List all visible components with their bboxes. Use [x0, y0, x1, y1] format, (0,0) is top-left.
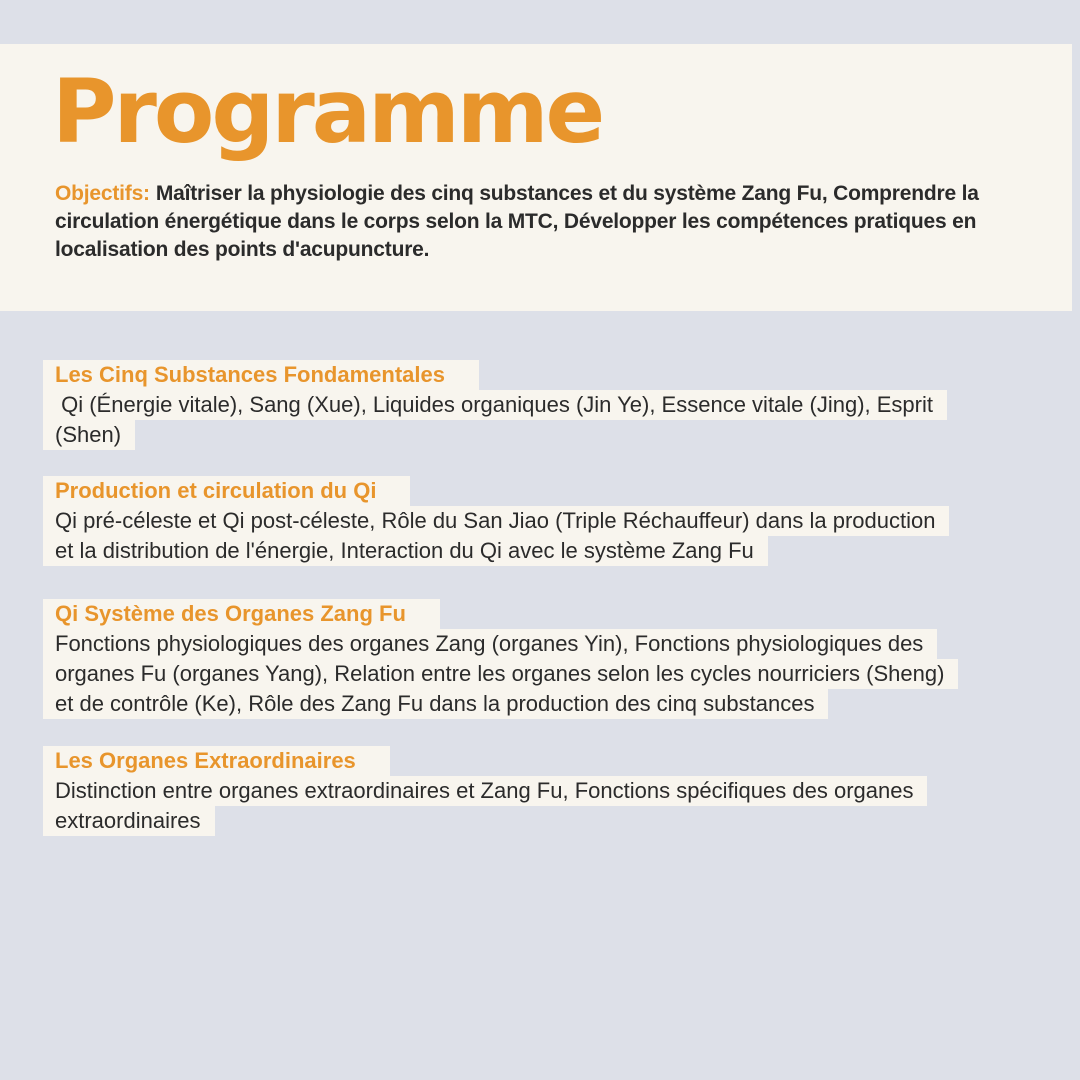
section-heading: Production et circulation du Qi: [43, 476, 410, 506]
objectives-line-text: Maîtriser la physiologie des cinq substances et du système Zang Fu, Comprendre la: [155, 182, 979, 205]
section-heading: Les Organes Extraordinaires: [43, 746, 390, 776]
objectives-line: circulation énergétique dans le corps selon la MTC, Développer les compétences pratiques en: [55, 210, 977, 233]
section-body-line: Qi pré-céleste et Qi post-céleste, Rôle du San Jiao (Triple Réchauffeur) dans la production: [43, 506, 949, 536]
section-body-line: et la distribution de l'énergie, Interaction du Qi avec le système Zang Fu: [43, 536, 768, 566]
section-body-line: et de contrôle (Ke), Rôle des Zang Fu dans la production des cinq substances: [43, 689, 828, 719]
section-body-line: Qi (Énergie vitale), Sang (Xue), Liquides organiques (Jin Ye), Essence vitale (Jing), Esprit: [43, 390, 947, 420]
section-cinq-substances: [43, 360, 947, 450]
section-heading: Qi Système des Organes Zang Fu: [43, 599, 440, 629]
objectives-paragraph: [55, 180, 979, 264]
section-heading: Les Cinq Substances Fondamentales: [43, 360, 479, 390]
section-body-line: Distinction entre organes extraordinaires et Zang Fu, Fonctions spécifiques des organes: [43, 776, 927, 806]
section-organes-zang-fu: [43, 599, 958, 719]
section-body-line: organes Fu (organes Yang), Relation entre les organes selon les cycles nourriciers (Sheng): [43, 659, 958, 689]
objectives-label: Objectifs:: [55, 182, 150, 205]
section-body-line: Fonctions physiologiques des organes Zang (organes Yin), Fonctions physiologiques des: [43, 629, 937, 659]
page-title: Programme: [52, 60, 603, 163]
objectives-line: localisation des points d'acupuncture.: [55, 238, 430, 261]
section-production-circulation-qi: [43, 476, 949, 566]
section-organes-extraordinaires: [43, 746, 927, 836]
objectives-line: [55, 180, 979, 208]
section-body-line: extraordinaires: [43, 806, 215, 836]
hero-panel: [0, 44, 1072, 311]
section-body-line: (Shen): [43, 420, 135, 450]
